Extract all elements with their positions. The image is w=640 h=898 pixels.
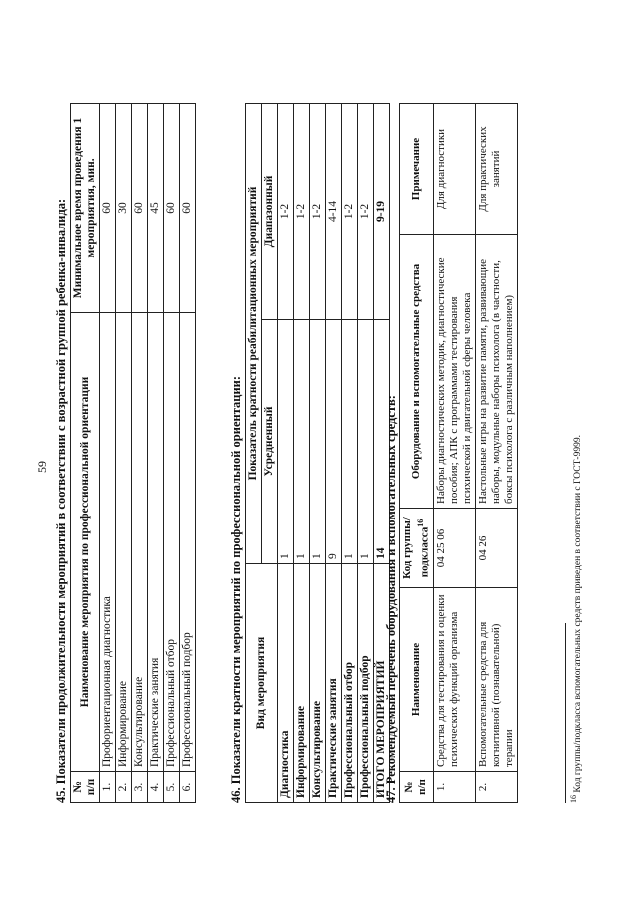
row-number: 1. (433, 772, 475, 803)
row-number: 2. (116, 772, 132, 803)
equipment-table (399, 103, 518, 803)
frequency-table (245, 103, 390, 803)
row-code: 04 26 (475, 509, 517, 588)
col-equip-header: Оборудование и вспомогательные средства (400, 235, 434, 509)
row-time: 30 (116, 104, 132, 313)
table-row (148, 104, 164, 803)
col-code-label: Код группы/подкласса (401, 517, 431, 579)
row-name: Профориентационная диагностика (100, 313, 116, 772)
table-row (358, 104, 374, 803)
row-avg: 1 (342, 320, 358, 564)
row-name: Практические занятия (148, 313, 164, 772)
row-name: Практические занятия (326, 564, 342, 803)
footnote-divider (565, 623, 566, 803)
footnote (569, 435, 583, 803)
row-range: 1-2 (342, 104, 358, 320)
table-row (116, 104, 132, 803)
table-row (132, 104, 148, 803)
frequency-table-body (278, 104, 374, 803)
table-row (475, 104, 517, 803)
footnote-text: Код группы/подкласса вспомогательных средств приведен в соответствии с ГОСТ-9999. (573, 435, 584, 793)
row-range: 4-14 (326, 104, 342, 320)
row-time: 60 (164, 104, 180, 313)
table-header-row (71, 104, 100, 803)
row-time: 60 (100, 104, 116, 313)
row-name: Вспомогательные средства для когнитивной (познавательной) терапии (475, 588, 517, 772)
section-45-heading: 45. Показатели продолжительности мероприятий в соответствии с возрастной группой ребенка-инвалида: (54, 198, 68, 803)
row-name: Профессиональный подбор (358, 564, 374, 803)
col-time-header: Минимальное время проведения 1 мероприятия, мин. (71, 104, 100, 313)
row-number: 6. (180, 772, 196, 803)
row-note: Для практических занятий (475, 104, 517, 235)
row-name: Информирование (116, 313, 132, 772)
footnote-ref: 16 (416, 518, 425, 527)
col-group-header: Показатель кратности реабилитационных мероприятий (246, 104, 262, 564)
col-note-header: Примечание (400, 104, 434, 235)
section-47-heading: 47. Рекомендуемый перечень оборудования и вспомогательных средств: (384, 395, 398, 803)
col-kind-header: Вид мероприятия (246, 564, 278, 803)
table-row (433, 104, 475, 803)
row-name: Консультирование (132, 313, 148, 772)
table-row (100, 104, 116, 803)
row-avg: 1 (310, 320, 326, 564)
row-number: 5. (164, 772, 180, 803)
col-code-header (400, 509, 434, 588)
row-equipment: Настольные игры на развитие памяти, развивающие наборы, модульные наборы психолога (в частности, боксы психолога с различным наполнением) (475, 235, 517, 509)
row-number: 1. (100, 772, 116, 803)
total-range: 9-19 (374, 104, 390, 320)
row-note: Для диагностики (433, 104, 475, 235)
row-range: 1-2 (310, 104, 326, 320)
page-number: 59 (35, 461, 49, 473)
row-name: Профессиональный подбор (180, 313, 196, 772)
row-name: Профессиональный отбор (164, 313, 180, 772)
row-name: Профессиональный отбор (342, 564, 358, 803)
col-name-header: Наименование мероприятия по профессиональной ориентации (71, 313, 100, 772)
row-avg: 1 (294, 320, 310, 564)
table-row (326, 104, 342, 803)
table-row (180, 104, 196, 803)
duration-table (70, 103, 196, 803)
total-avg: 14 (374, 320, 390, 564)
row-range: 1-2 (294, 104, 310, 320)
table-row (342, 104, 358, 803)
row-number: 4. (148, 772, 164, 803)
section-46-heading: 46. Показатели кратности мероприятий по профессиональной ориентации: (229, 375, 243, 803)
table-header-row (246, 104, 262, 803)
row-time: 60 (180, 104, 196, 313)
col-name-header: Наименование (400, 588, 434, 772)
row-range: 1-2 (278, 104, 294, 320)
table-row (294, 104, 310, 803)
row-avg: 1 (358, 320, 374, 564)
table-row (310, 104, 326, 803)
row-avg: 1 (278, 320, 294, 564)
col-range-header: Диапазонный (262, 104, 278, 320)
row-name: Диагностика (278, 564, 294, 803)
table-row (278, 104, 294, 803)
col-num-header: № п/п (400, 772, 434, 803)
row-number: 2. (475, 772, 517, 803)
row-name: Средства для тестирования и оценки психических функций организма (433, 588, 475, 772)
row-number: 3. (132, 772, 148, 803)
row-time: 60 (132, 104, 148, 313)
footnote-mark: 16 (569, 795, 578, 803)
row-equipment: Наборы диагностических методик, диагностические пособия; АПК с программами тестирования психической и двигательной сферы человека (433, 235, 475, 509)
row-name: Консультирование (310, 564, 326, 803)
row-name: Информирование (294, 564, 310, 803)
equipment-table-body (433, 104, 517, 803)
col-avg-header: Усредненный (262, 320, 278, 564)
table-header-row (400, 104, 434, 803)
row-avg: 9 (326, 320, 342, 564)
col-num-header: № п/п (71, 772, 100, 803)
row-code: 04 25 06 (433, 509, 475, 588)
duration-table-body (100, 104, 196, 803)
total-name: ИТОГО МЕРОПРИЯТИЙ (374, 564, 390, 803)
row-range: 1-2 (358, 104, 374, 320)
table-row (164, 104, 180, 803)
row-time: 45 (148, 104, 164, 313)
